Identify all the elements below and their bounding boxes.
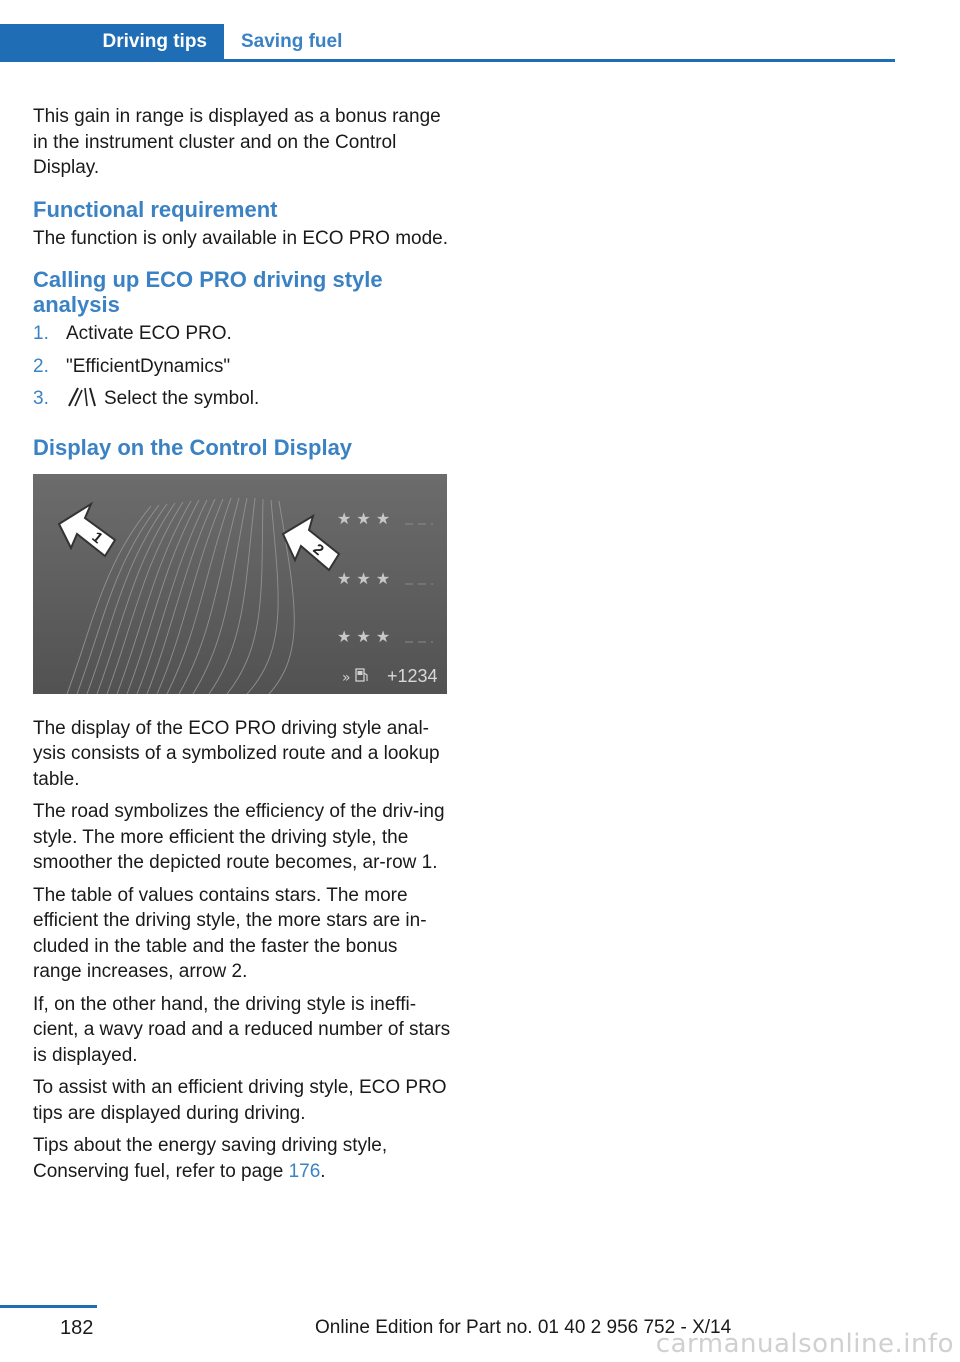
section-tab-saving-fuel[interactable]: Saving fuel <box>241 30 343 52</box>
step-item <box>33 386 451 419</box>
body-paragraph-with-reference <box>33 1133 451 1184</box>
step-text: Activate ECO PRO. <box>66 323 232 344</box>
requirement-paragraph: The function is only available in ECO PRO mode. <box>33 227 449 249</box>
site-watermark: carmanualsonline.info <box>655 1329 954 1359</box>
page-number: 182 <box>60 1317 94 1339</box>
double-chevron-icon: » <box>342 669 351 686</box>
heading-calling-up-analysis: Calling up ECO PRO driving style analysis <box>33 267 383 317</box>
footer-rule <box>0 1305 97 1308</box>
heading-functional-requirement: Functional requirement <box>33 196 278 222</box>
step-number: 1. <box>33 323 49 344</box>
reference-end: . <box>320 1160 326 1182</box>
eco-pro-display-figure <box>33 474 447 694</box>
section-tab-driving-tips[interactable]: Driving tips <box>0 24 224 59</box>
callout-2-label: 2 <box>309 540 327 559</box>
steps-list <box>33 321 451 419</box>
main-content <box>33 104 451 1191</box>
stars-row-2: ★ ★ ★ <box>337 568 391 588</box>
body-paragraph: If, on the other hand, the driving style is ineffi‐cient, a wavy road and a reduced number of stars is displayed. <box>33 993 451 1066</box>
step-number: 2. <box>33 355 49 377</box>
body-paragraph: The road symbolizes the efficiency of the driv‐ing style. The more efficient the driving style, the smoother the depicted route becomes, ar‐row 1. <box>33 801 445 873</box>
reference-text: Tips about the energy saving driving style, Conserving fuel, refer to page <box>33 1135 388 1182</box>
road-symbol-icon <box>66 387 96 407</box>
heading-display-control-display: Display on the Control Display <box>33 434 353 460</box>
page-header <box>0 24 895 62</box>
body-paragraph: The display of the ECO PRO driving style anal‐ysis consists of a symbolized route and a lookup table. <box>33 717 440 790</box>
body-paragraph: To assist with an efficient driving style, ECO PRO tips are displayed during driving. <box>33 1077 447 1124</box>
step-item <box>33 354 451 387</box>
edition-note: Online Edition for Part no. 01 40 2 956 752 - X/14 <box>315 1317 732 1338</box>
stars-row-3: ★ ★ ★ <box>337 626 391 646</box>
bonus-range-value: +1234 <box>387 665 438 686</box>
step-text: "EfficientDynamics" <box>66 355 231 377</box>
step-text: Select the symbol. <box>104 388 260 409</box>
body-paragraph: The table of values contains stars. The more efficient the driving style, the more stars are in‐cluded in the table and the faster the bonus range increases, arrow 2. <box>33 884 427 982</box>
callout-1-label: 1 <box>88 528 106 547</box>
page-reference-link[interactable]: 176 <box>288 1160 321 1182</box>
step-item <box>33 321 451 354</box>
stars-row-1: ★ ★ ★ <box>337 508 391 528</box>
step-number: 3. <box>33 388 49 409</box>
intro-paragraph: This gain in range is displayed as a bonus range in the instrument cluster and on the Control Display. <box>33 106 441 178</box>
